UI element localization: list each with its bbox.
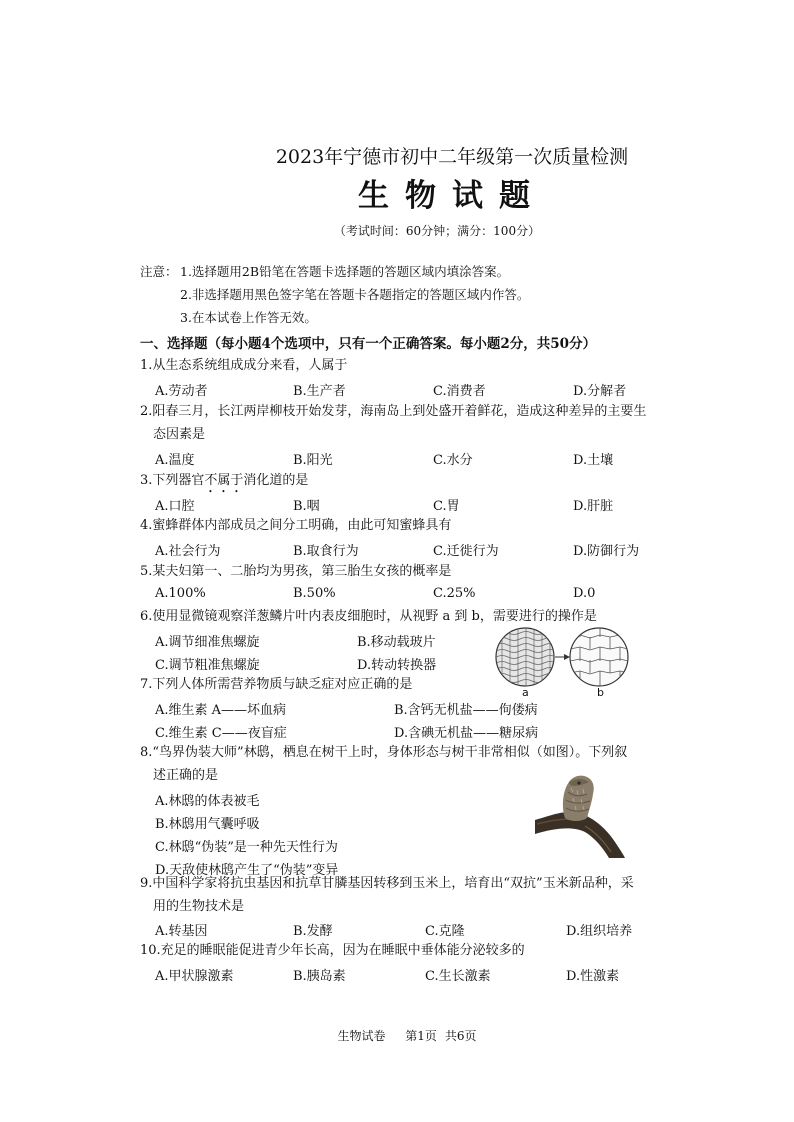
question-stem — [140, 472, 308, 496]
option-d: D.性激素 — [566, 969, 620, 984]
potoo-bird-icon — [563, 776, 594, 821]
option-a: A.劳动者 — [155, 384, 208, 399]
footer-page-total: 共6页 — [444, 1029, 477, 1043]
question-stem: 2.阳春三月，长江两岸柳枝开始发芽，海南岛上到处盛开着鲜花，造成这种差异的主要生 — [140, 404, 647, 419]
option-a: A.100% — [155, 586, 206, 601]
option-c: C.水分 — [433, 453, 473, 468]
question-stem-cont: 态因素是 — [153, 427, 206, 442]
option-d: D.天敌使林鸱产生了“伪装”变异 — [155, 863, 339, 878]
option-b: B.移动载玻片 — [357, 635, 436, 650]
option-a: A.维生素 A——坏血病 — [155, 703, 287, 718]
option-c: C.消费者 — [433, 384, 486, 399]
option-c: C.维生素 C——夜盲症 — [155, 726, 287, 741]
section-heading: 一、选择题（每小题4个选项中，只有一个正确答案。每小题2分，共50分） — [140, 336, 597, 352]
option-c: C.林鸱“伪装”是一种先天性行为 — [155, 840, 338, 855]
figure-label-b: b — [597, 686, 604, 699]
option-a: A.调节细准焦螺旋 — [155, 635, 260, 650]
option-d: D.肝脏 — [573, 499, 614, 514]
option-a: A.社会行为 — [155, 544, 221, 559]
option-b: B.阳光 — [293, 453, 333, 468]
subject-title: 生物试题 — [358, 178, 546, 214]
field-b-icon — [570, 625, 628, 691]
option-b: B.发酵 — [293, 924, 333, 939]
question-stem: 6.使用显微镜观察洋葱鳞片叶内表皮细胞时，从视野 a 到 b，需要进行的操作是 — [140, 609, 597, 624]
page-footer — [0, 1027, 794, 1044]
option-d: D.土壤 — [573, 453, 614, 468]
notice-item: 1.选择题用2B铅笔在答题卡选择题的答题区域内填涂答案。 — [180, 264, 510, 279]
question-stem-cont: 述正确的是 — [153, 768, 219, 783]
microscope-fields-figure — [492, 625, 634, 701]
option-c: C.调节粗准焦螺旋 — [155, 658, 260, 673]
option-a: A.温度 — [155, 453, 195, 468]
option-d: D.分解者 — [573, 384, 627, 399]
option-a: A.转基因 — [155, 924, 208, 939]
option-c: C.25% — [433, 586, 476, 601]
notice-item: 3.在本试卷上作答无效。 — [180, 310, 317, 325]
arrow-icon — [555, 654, 570, 660]
question-stem: 4.蜜蜂群体内部成员之间分工明确，由此可知蜜蜂具有 — [140, 518, 452, 533]
option-b: B.50% — [293, 586, 336, 601]
option-b: B.林鸱用气囊呼吸 — [155, 817, 260, 832]
stem-post: 消化道的是 — [243, 473, 309, 488]
field-a-icon — [496, 627, 556, 687]
option-a: A.甲状腺激素 — [155, 969, 234, 984]
exam-info: （考试时间：60分钟；满分：100分） — [333, 224, 541, 238]
stem-emphasis: 不属于 — [204, 473, 244, 488]
option-d: D.转动转换器 — [357, 658, 437, 673]
option-b: B.含钙无机盐——佝偻病 — [394, 703, 538, 718]
option-c: C.迁徙行为 — [433, 544, 499, 559]
option-d: D.含碘无机盐——糖尿病 — [394, 726, 539, 741]
option-b: B.咽 — [293, 499, 320, 514]
question-stem: 8.“鸟界伪装大师”林鸱，栖息在树干上时，身体形态与树干非常相似（如图）。下列叙 — [140, 745, 628, 760]
option-d: D.0 — [573, 586, 596, 601]
option-b: B.胰岛素 — [293, 969, 346, 984]
figure-label-a: a — [522, 686, 529, 699]
option-c: C.克隆 — [425, 924, 465, 939]
question-stem: 10.充足的睡眠能促进青少年长高，因为在睡眠中垂体能分泌较多的 — [140, 943, 525, 958]
option-c: C.胃 — [433, 499, 460, 514]
footer-subject: 生物试卷 — [337, 1029, 386, 1043]
notice-label: 注意： — [140, 264, 178, 279]
option-a: A.口腔 — [155, 499, 195, 514]
option-b: B.取食行为 — [293, 544, 359, 559]
option-c: C.生长激素 — [425, 969, 491, 984]
option-d: D.防御行为 — [573, 544, 640, 559]
potoo-bird-figure — [535, 768, 627, 858]
question-stem: 9.中国科学家将抗虫基因和抗草甘膦基因转移到玉米上，培育出“双抗”玉米新品种，采 — [140, 876, 634, 891]
question-stem: 7.下列人体所需营养物质与缺乏症对应正确的是 — [140, 677, 413, 692]
stem-pre: 3.下列器官 — [140, 473, 205, 488]
footer-page-number: 第1页 — [405, 1029, 437, 1043]
question-stem: 1.从生态系统组成成分来看，人属于 — [140, 358, 348, 373]
question-stem: 5.某夫妇第一、二胎均为男孩，第三胎生女孩的概率是 — [140, 564, 452, 579]
option-a: A.林鸱的体表被毛 — [155, 794, 260, 809]
notice-item: 2.非选择题用黑色签字笔在答题卡各题指定的答题区域内作答。 — [180, 287, 530, 302]
exam-title: 2023年宁德市初中二年级第一次质量检测 — [275, 146, 629, 168]
option-b: B.生产者 — [293, 384, 346, 399]
question-stem-cont: 用的生物技术是 — [153, 899, 245, 914]
option-d: D.组织培养 — [566, 924, 633, 939]
